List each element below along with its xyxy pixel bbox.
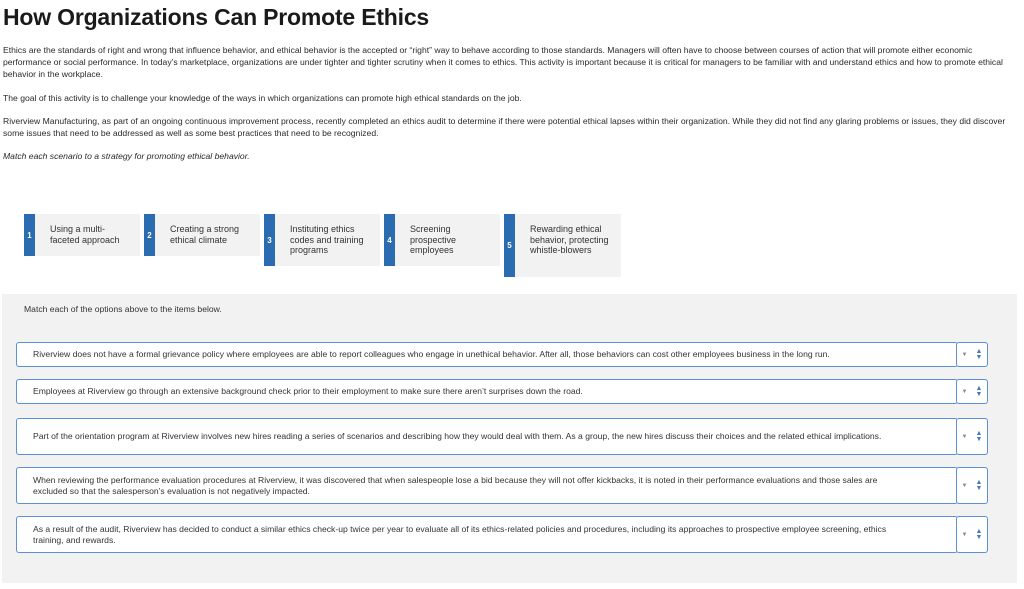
up-down-icon: ▲ ▼ — [975, 384, 983, 398]
option-label: Screening prospective employees — [410, 224, 457, 255]
page-title: How Organizations Can Promote Ethics — [3, 4, 430, 30]
option-number: 3 — [264, 214, 275, 266]
up-down-icon: ▲ ▼ — [975, 347, 983, 361]
scenario-paragraph: Riverview Manufacturing, as part of an ongoing continuous improvement process, recently completed an ethics audit to determine if there were potential ethical lapses within their organization. While they did not find any glaring problems or issues, they did discover some issues that need to be addressed as well as some best practices that need to be recognized. — [3, 116, 1006, 138]
option-number: 2 — [144, 214, 155, 256]
match-select-5[interactable] — [956, 516, 988, 553]
caret-down-icon: ▼ — [961, 433, 968, 440]
match-item-text: Employees at Riverview go through an extensive background check prior to their employment to make sure there aren’t surprises down the road. — [33, 386, 583, 396]
option-label: Instituting ethics codes and training programs — [290, 224, 364, 255]
caret-down-icon: ▼ — [961, 351, 968, 358]
match-instruction: Match each of the options above to the items below. — [24, 304, 222, 314]
match-item-3[interactable] — [16, 418, 958, 455]
caret-down-icon: ▼ — [961, 388, 968, 395]
caret-down-icon: ▼ — [961, 482, 968, 489]
match-item-2[interactable] — [16, 379, 958, 404]
up-down-icon: ▲ ▼ — [975, 478, 983, 492]
option-card-4[interactable] — [384, 214, 500, 266]
match-item-text: Riverview does not have a formal grievance policy where employees are able to report colleagues who engage in unethical behavior. After all, those behaviors can cost other employees business in the long run. — [33, 349, 830, 359]
option-number: 4 — [384, 214, 395, 266]
option-label: Creating a strong ethical climate — [170, 224, 240, 245]
instruction-paragraph: Match each scenario to a strategy for promoting ethical behavior. — [3, 151, 250, 161]
option-label: Rewarding ethical behavior, protecting whistle-blowers — [530, 224, 609, 255]
up-down-icon: ▲ ▼ — [975, 527, 983, 541]
match-panel — [2, 294, 1017, 583]
match-select-3[interactable] — [956, 418, 988, 455]
match-item-text: When reviewing the performance evaluation procedures at Riverview, it was discovered that when salespeople lose a bid because they will not offer kickbacks, it is noted in their performance evaluations and those sales are excluded so that the salesperson’s evaluation is not negatively impacted. — [33, 474, 878, 496]
intro-paragraph: Ethics are the standards of right and wrong that influence behavior, and ethical behavior is the accepted or “right” way to behave according to those standards. Managers will often have to choose between courses of action that will promote either economic performance or social performance. In today’s marketplace, organizations are under tighter and tighter scrutiny when it comes to ethics. This activity is important because it is critical for managers to be familiar with and understand ethics and how to promote ethical behavior in the workplace. — [3, 45, 1003, 79]
caret-down-icon: ▼ — [961, 531, 968, 538]
match-item-text: Part of the orientation program at Riverview involves new hires reading a series of scenarios and describing how they would deal with them. As a group, the new hires discuss their choices and the related ethical implications. — [33, 431, 882, 441]
option-number: 1 — [24, 214, 35, 256]
goal-paragraph: The goal of this activity is to challenge your knowledge of the ways in which organizations can promote high ethical standards on the job. — [3, 93, 522, 103]
match-item-5[interactable] — [16, 516, 958, 553]
option-card-2[interactable] — [144, 214, 260, 256]
option-card-3[interactable] — [264, 214, 380, 266]
match-item-1[interactable] — [16, 342, 958, 367]
match-select-1[interactable] — [956, 342, 988, 367]
match-select-4[interactable] — [956, 467, 988, 504]
match-select-2[interactable] — [956, 379, 988, 404]
option-label: Using a multi-faceted approach — [50, 224, 120, 245]
option-card-1[interactable] — [24, 214, 140, 256]
match-item-text: As a result of the audit, Riverview has decided to conduct a similar ethics check-up twice per year to evaluate all of its ethics-related policies and procedures, including its approaches to prospective employee screening, ethics training, and rewards. — [33, 523, 887, 545]
option-card-5[interactable] — [504, 214, 621, 277]
option-number: 5 — [504, 214, 515, 277]
match-item-4[interactable] — [16, 467, 958, 504]
up-down-icon: ▲ ▼ — [975, 429, 983, 443]
